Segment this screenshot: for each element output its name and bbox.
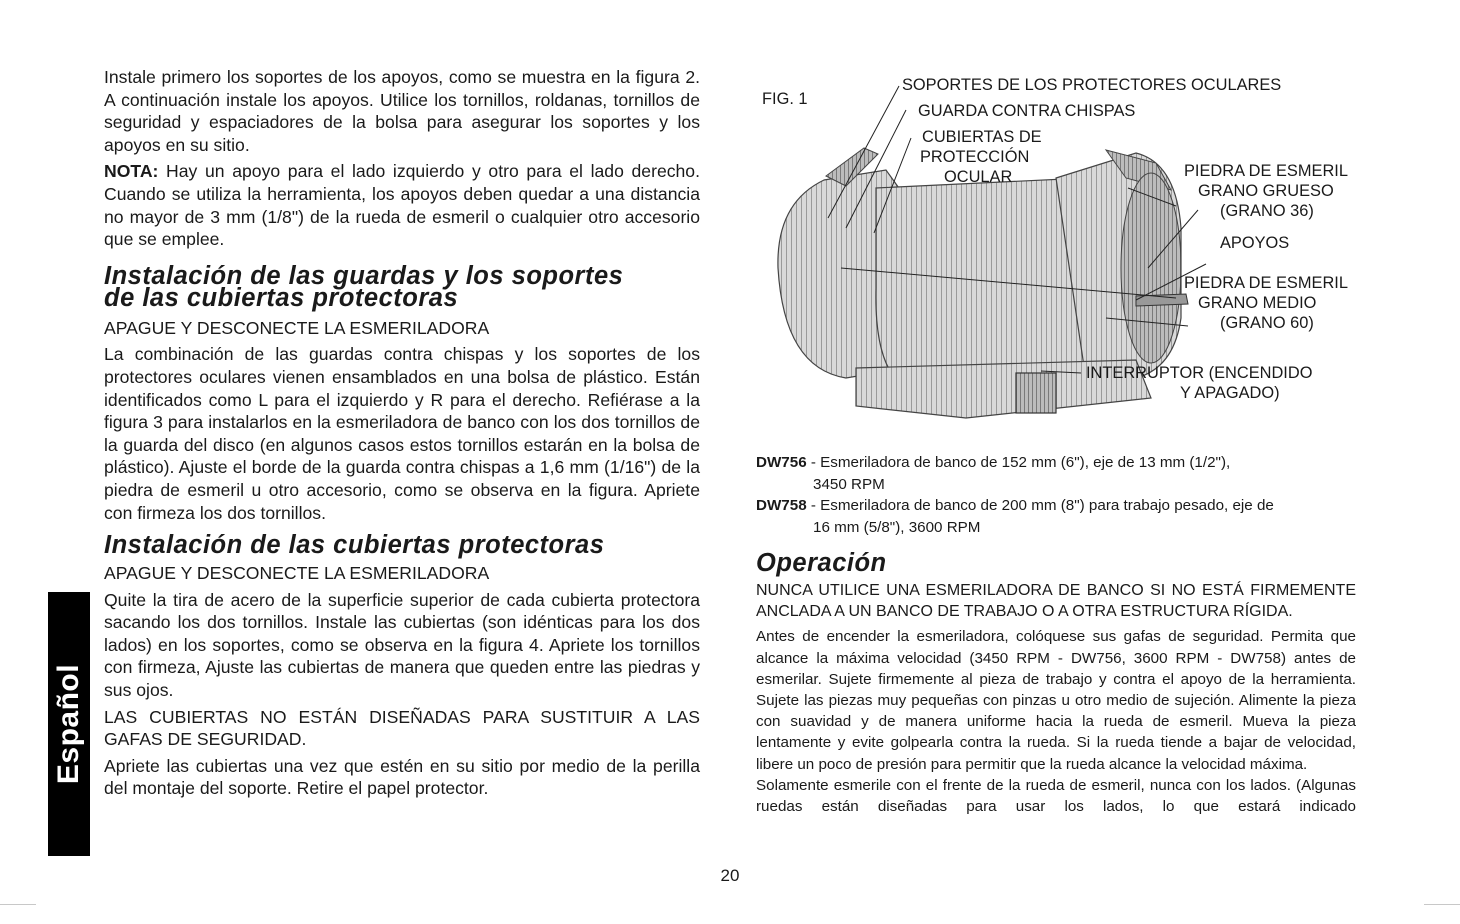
heading-guardas-line2: de las cubiertas protectoras bbox=[104, 283, 459, 312]
label-cubiertas-2: PROTECCIÓN bbox=[920, 148, 1030, 166]
label-cubiertas-1: CUBIERTAS DE bbox=[922, 128, 1042, 146]
label-interruptor-2: Y APAGADO) bbox=[1180, 384, 1280, 402]
model-code: DW758 bbox=[756, 497, 807, 514]
warning-apague-2: APAGUE Y DESCONECTE LA ESMERILADORA bbox=[104, 563, 490, 584]
label-piedra-grueso-1: PIEDRA DE ESMERIL bbox=[1184, 162, 1348, 180]
figure-1 bbox=[756, 68, 1356, 456]
power-switch bbox=[1016, 373, 1056, 413]
label-piedra-medio-3: (GRANO 60) bbox=[1220, 314, 1314, 332]
language-tab-label: Español bbox=[52, 663, 85, 785]
heading-guardas-line1: Instalación de las guardas y los soportes bbox=[104, 261, 624, 290]
language-tab bbox=[48, 592, 90, 856]
paragraph-soportes: Instale primero los soportes de los apoyos, como se muestra en la figura 2. A continuación instale los apoyos. Utilice los tornillos, roldanas, tornillos de seguridad y espaciadores de la bolsa para asegurar los soportes y los apoyos en su sitio. bbox=[104, 67, 700, 155]
figure-label: FIG. 1 bbox=[762, 90, 808, 108]
left-column bbox=[104, 66, 700, 800]
heading-cubiertas: Instalación de las cubiertas protectoras bbox=[104, 531, 605, 560]
note-paragraph bbox=[104, 160, 700, 250]
heading-operacion: Operación bbox=[756, 549, 887, 577]
paragraph-antes: Antes de encender la esmeriladora, colóquese sus gafas de seguridad. Permita que alcance la máxima velocidad (3450 RPM - DW756, 3600 RPM - DW758) antes de esmerilar. Sujete firmemente al pieza de trabajo y contra el apoyo de la herramienta. Sujete las piezas muy pequeñas con pinzas u otro medio de sujeción. Alimente la pieza con suavidad y de manera uniforme hacia la rueda de esmeril. Mueva la pieza lentamente y evite golpearla contra la rueda. Si la rueda tiende a bajar de velocidad, libere un poco de presión para permitir que la rueda alcance la velocidad máxima. bbox=[756, 628, 1356, 773]
warning-apague-1: APAGUE Y DESCONECTE LA ESMERILADORA bbox=[104, 317, 490, 338]
label-apoyos: APOYOS bbox=[1220, 234, 1290, 252]
trim-mark-right bbox=[1424, 904, 1460, 905]
note-label: NOTA: bbox=[104, 161, 159, 182]
model-code: DW756 bbox=[756, 454, 807, 471]
model-item bbox=[756, 495, 1356, 538]
warning-cubiertas: LAS CUBIERTAS NO ESTÁN DISEÑADAS PARA SUSTITUIR A LAS GAFAS DE SEGURIDAD. bbox=[104, 706, 700, 750]
warning-operacion: NUNCA UTILICE UNA ESMERILADORA DE BANCO SI NO ESTÁ FIRMEMENTE ANCLADA A UN BANCO DE TRABAJO O A OTRA ESTRUCTURA RÍGIDA. bbox=[756, 582, 1356, 621]
paragraph-apriete: Apriete las cubiertas una vez que estén en su sitio por medio de la perilla del montaje del soporte. Retire el papel protector. bbox=[104, 755, 700, 799]
label-interruptor-1: INTERRUPTOR (ENCENDIDO bbox=[1086, 364, 1313, 382]
paragraph-solamente: Solamente esmerile con el frente de la rueda de esmeril, nunca con los lados. (Algunas ruedas están diseñadas para usar los lados, lo que estará indicado bbox=[756, 776, 1356, 816]
label-soportes-protectores: SOPORTES DE LOS PROTECTORES OCULARES bbox=[902, 76, 1282, 94]
model-description-cont: 16 mm (5/8"), 3600 RPM bbox=[813, 518, 981, 536]
model-item bbox=[756, 452, 1356, 495]
model-description-cont: 3450 RPM bbox=[813, 475, 885, 493]
page-number: 20 bbox=[720, 866, 740, 885]
label-guarda-chispas: GUARDA CONTRA CHISPAS bbox=[918, 102, 1136, 120]
label-piedra-grueso-3: (GRANO 36) bbox=[1220, 202, 1314, 220]
right-column bbox=[756, 68, 1356, 817]
label-cubiertas-3: OCULAR bbox=[944, 168, 1013, 186]
label-piedra-medio-1: PIEDRA DE ESMERIL bbox=[1184, 274, 1348, 292]
heading-guardas bbox=[104, 261, 700, 312]
trim-mark-left bbox=[0, 904, 36, 905]
label-piedra-medio-2: GRANO MEDIO bbox=[1198, 294, 1317, 312]
model-description: - Esmeriladora de banco de 152 mm (6"), eje de 13 mm (1/2"), bbox=[806, 454, 1231, 471]
model-list bbox=[756, 452, 1356, 538]
note-text: Hay un apoyo para el lado izquierdo y otro para el lado derecho. Cuando se utiliza la herramienta, los apoyos deben quedar a una distancia no mayor de 3 mm (1/8") de la rueda de esmeril o cualquier otro accesorio que se emplee. bbox=[104, 161, 700, 250]
model-description: - Esmeriladora de banco de 200 mm (8") para trabajo pesado, eje de bbox=[806, 497, 1274, 514]
label-piedra-grueso-2: GRANO GRUESO bbox=[1198, 182, 1334, 200]
grinding-wheel bbox=[1121, 173, 1181, 363]
paragraph-cubiertas: Quite la tira de acero de la superficie superior de cada cubierta protectora sacando los dos tornillos. Instale las cubiertas (son idénticas para los dos lados) en los soportes, como se observa en la figura 4. Apriete los tornillos con firmeza, Ajuste las cubiertas de manera que queden entre las piedras y sus ojos. bbox=[104, 589, 700, 701]
paragraph-guardas: La combinación de las guardas contra chispas y los soportes de los protectores oculares vienen ensamblados en una bolsa de plástico. Están identificados como L para el izquierdo y R para el derecho. Refiérase a la figura 3 para instalarlos en la esmeriladora de banco con los dos tornillos de la guarda del disco (en algunos casos estos tornillos estarán en la bolsa de plástico). Ajuste el borde de la guarda contra chispas a 1,6 mm (1/16") de la piedra de esmeril u otro accesorio, como se observa en la figura. Apriete con firmeza los dos tornillos. bbox=[104, 344, 700, 523]
